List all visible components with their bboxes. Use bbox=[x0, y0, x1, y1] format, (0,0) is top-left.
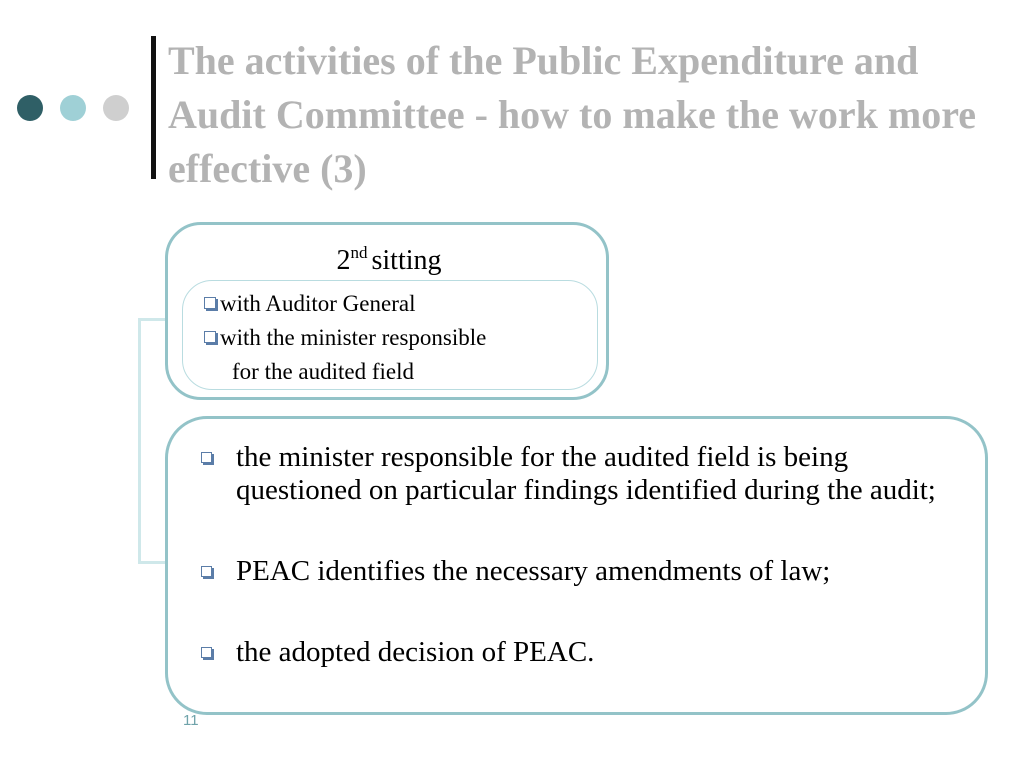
sitting-item-continuation: for the audited field bbox=[232, 359, 415, 384]
sitting-item-text: with the minister responsible bbox=[220, 325, 487, 350]
square-bullet-icon bbox=[201, 647, 212, 658]
title-divider bbox=[151, 36, 156, 179]
sitting-ordinal-suffix: nd bbox=[350, 243, 368, 262]
square-bullet-icon bbox=[201, 452, 212, 463]
details-item-text: the minister responsible for the audited field is being questioned on particular findings identified during the audit; bbox=[236, 441, 936, 506]
square-bullet-icon bbox=[204, 331, 216, 343]
list-item bbox=[168, 636, 985, 669]
page-number: 11 bbox=[183, 712, 199, 729]
decorative-dot-dark bbox=[17, 95, 43, 121]
square-bullet-icon bbox=[204, 297, 216, 309]
sitting-ordinal: 2 bbox=[336, 245, 351, 276]
sitting-heading bbox=[168, 243, 606, 277]
square-bullet-icon bbox=[201, 566, 212, 577]
decorative-dot-light bbox=[60, 95, 86, 121]
sitting-list bbox=[204, 287, 486, 389]
details-item-text: the adopted decision of PEAC. bbox=[236, 636, 595, 668]
list-item bbox=[204, 321, 486, 355]
sitting-item-text: with Auditor General bbox=[220, 291, 416, 316]
sitting-label: sitting bbox=[371, 245, 442, 276]
details-box bbox=[165, 416, 988, 715]
list-item bbox=[168, 555, 985, 588]
list-item-continuation bbox=[204, 355, 486, 389]
list-item bbox=[204, 287, 486, 321]
sitting-box bbox=[165, 222, 609, 400]
details-item-text: PEAC identifies the necessary amendments of law; bbox=[236, 555, 831, 587]
decorative-dot-grey bbox=[103, 95, 129, 121]
slide-title: The activities of the Public Expenditure and Audit Committee - how to make the work more effective (3) bbox=[168, 38, 977, 191]
list-item bbox=[168, 441, 985, 507]
details-list bbox=[168, 441, 985, 669]
